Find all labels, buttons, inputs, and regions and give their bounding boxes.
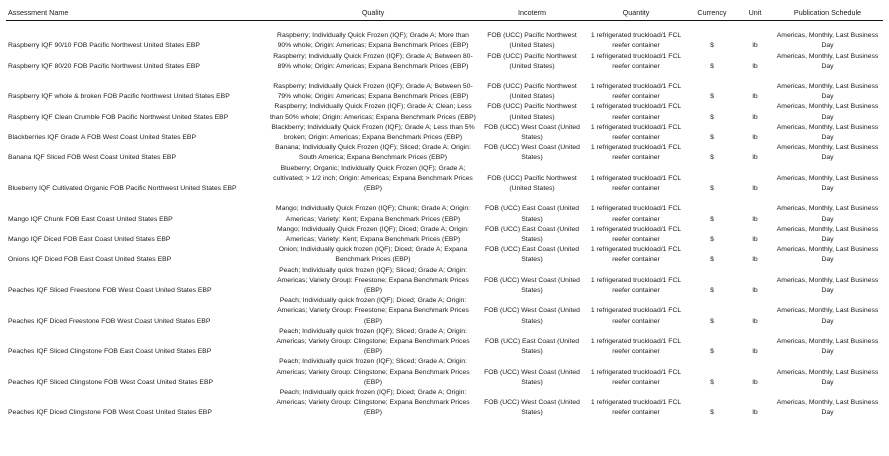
cell-unit: lb — [752, 378, 758, 386]
header-quantity: Quantity — [586, 5, 686, 21]
cell-incoterm: FOB (UCC) West Coast (United States) — [484, 307, 580, 325]
cell-assessment-name: Raspberry IQF 80/20 FOB Pacific Northwest United States EBP — [8, 62, 200, 70]
cell-quality: Raspberry; Individually Quick Frozen (IQF); Grade A; Between 80-89% whole; Origin: Americas; Expana Benchmark Prices (EBP) — [273, 52, 473, 70]
table-row — [6, 21, 883, 52]
cell-publication-schedule: Americas, Monthly, Last Business Day — [776, 276, 879, 294]
cell-assessment-name: Peaches IQF Diced Freestone FOB West Coast United States EBP — [8, 317, 211, 325]
cell-quality: Peach; Individually quick frozen (IQF); Sliced; Grade A; Origin: Americas; Variety Group: Clingstone; Expana Benchmark Prices (EBP) — [276, 327, 470, 356]
cell-assessment-name: Peaches IQF Diced Clingstone FOB West Coast United States EBP — [8, 409, 212, 417]
table-row — [6, 143, 883, 163]
cell-unit: lb — [752, 235, 758, 243]
header-assessment-name: Assessment Name — [6, 5, 268, 21]
cell-assessment-name: Raspberry IQF Clean Crumble FOB Pacific Northwest United States EBP — [8, 113, 229, 121]
cell-publication-schedule: Americas, Monthly, Last Business Day — [776, 368, 879, 386]
cell-currency: $ — [710, 42, 714, 50]
cell-unit: lb — [752, 93, 758, 101]
cell-incoterm: FOB (UCC) Pacific Northwest (United States) — [487, 174, 577, 193]
cell-quantity: 1 refrigerated truckload/1 FCL reefer container — [590, 174, 682, 193]
cell-assessment-name: Raspberry IQF whole & broken FOB Pacific Northwest United States EBP — [8, 93, 230, 101]
cell-quality: Mango; Individually Quick Frozen (IQF); Chunk; Grade A; Origin: Americas; Variety: Kent; Expana Benchmark Prices (EBP) — [275, 205, 471, 223]
cell-incoterm: FOB (UCC) Pacific Northwest (United States) — [487, 32, 577, 50]
cell-assessment-name: Blueberry IQF Cultivated Organic FOB Pacific Northwest United States EBP — [8, 185, 237, 193]
cell-unit: lb — [752, 348, 758, 356]
header-quality: Quality — [268, 5, 478, 21]
cell-currency: $ — [710, 113, 714, 121]
cell-currency: $ — [710, 378, 714, 386]
cell-quantity: 1 refrigerated truckload/1 FCL reefer container — [590, 337, 682, 356]
cell-quantity: 1 refrigerated truckload/1 FCL reefer container — [590, 32, 682, 50]
cell-currency: $ — [710, 348, 714, 356]
cell-quantity: 1 refrigerated truckload/1 FCL reefer container — [590, 368, 682, 386]
header-unit: Unit — [738, 5, 772, 21]
table-row — [6, 266, 883, 297]
table-row — [6, 52, 883, 72]
cell-publication-schedule: Americas, Monthly, Last Business Day — [776, 307, 879, 325]
cell-quality: Raspberry; Individually Quick Frozen (IQF); Grade A; Clean; Less than 50% whole; Origin: Americas; Expana Benchmark Prices (EBP) — [270, 103, 476, 121]
cell-currency: $ — [710, 286, 714, 294]
cell-incoterm: FOB (UCC) West Coast (United States) — [484, 123, 580, 142]
cell-assessment-name: Peaches IQF Sliced Clingstone FOB East Coast United States EBP — [8, 348, 212, 356]
cell-incoterm: FOB (UCC) East Coast (United States) — [484, 225, 580, 243]
cell-currency: $ — [710, 235, 714, 243]
cell-unit: lb — [752, 134, 758, 142]
cell-quantity: 1 refrigerated truckload/1 FCL reefer container — [590, 83, 682, 101]
cell-assessment-name: Raspberry IQF 90/10 FOB Pacific Northwest United States EBP — [8, 42, 200, 50]
cell-incoterm: FOB (UCC) Pacific Northwest (United States) — [487, 52, 577, 70]
cell-quality: Peach; Individually quick frozen (IQF); Sliced; Grade A; Origin: Americas; Variety Group: Freestone; Expana Benchmark Prices (EBP) — [277, 266, 469, 294]
cell-assessment-name: Peaches IQF Sliced Freestone FOB West Coast United States EBP — [8, 286, 212, 294]
cell-quality: Mango; Individually Quick Frozen (IQF); Diced; Grade A; Origin: Americas; Variety: Kent; Expana Benchmark Prices (EBP) — [277, 225, 469, 243]
cell-currency: $ — [710, 317, 714, 325]
cell-unit: lb — [752, 154, 758, 162]
cell-publication-schedule: Americas, Monthly, Last Business Day — [776, 123, 879, 142]
table-row — [6, 245, 883, 265]
header-currency: Currency — [686, 5, 738, 21]
cell-quantity: 1 refrigerated truckload/1 FCL reefer container — [590, 123, 682, 142]
header-incoterm: Incoterm — [478, 5, 586, 21]
cell-incoterm: FOB (UCC) West Coast (United States) — [484, 144, 580, 162]
cell-publication-schedule: Americas, Monthly, Last Business Day — [776, 144, 879, 162]
cell-unit: lb — [752, 42, 758, 50]
cell-unit: lb — [752, 256, 758, 264]
cell-assessment-name: Blackberries IQF Grade A FOB West Coast United States EBP — [8, 134, 196, 142]
cell-publication-schedule: Americas, Monthly, Last Business Day — [776, 205, 879, 223]
table-row — [6, 164, 883, 195]
cell-unit: lb — [752, 113, 758, 121]
cell-quality: Blackberry; Individually Quick Frozen (IQF); Grade A; Less than 5% broken; Origin: Americas; Expana Benchmark Prices (EBP) — [271, 123, 475, 142]
cell-unit: lb — [752, 62, 758, 70]
cell-quantity: 1 refrigerated truckload/1 FCL reefer container — [590, 144, 682, 162]
cell-quality: Onion; Individually quick frozen (IQF); Diced; Grade A; Expana Benchmark Prices (EBP) — [278, 246, 468, 264]
cell-assessment-name: Mango IQF Chunk FOB East Coast United States EBP — [8, 215, 173, 223]
cell-publication-schedule: Americas, Monthly, Last Business Day — [776, 399, 879, 417]
cell-assessment-name: Mango IQF Diced FOB East Coast United States EBP — [8, 235, 171, 243]
header-publication-schedule: Publication Schedule — [772, 5, 883, 21]
cell-currency: $ — [710, 409, 714, 417]
cell-quantity: 1 refrigerated truckload/1 FCL reefer container — [590, 246, 682, 264]
cell-currency: $ — [710, 256, 714, 264]
cell-publication-schedule: Americas, Monthly, Last Business Day — [776, 83, 879, 101]
cell-quality: Banana; Individually Quick Frozen (IQF); Sliced; Grade A; Origin: South America; Expana Benchmark Prices (EBP) — [275, 144, 471, 162]
table-row — [6, 225, 883, 245]
cell-incoterm: FOB (UCC) West Coast (United States) — [484, 368, 580, 386]
cell-currency: $ — [710, 134, 714, 142]
cell-quality: Peach; Individually quick frozen (IQF); Sliced; Grade A; Origin: Americas; Variety Group: Clingstone; Expana Benchmark Prices (EBP) — [276, 358, 470, 386]
cell-currency: $ — [710, 93, 714, 101]
cell-assessment-name: Banana IQF Sliced FOB West Coast United States EBP — [8, 154, 176, 162]
cell-incoterm: FOB (UCC) East Coast (United States) — [484, 246, 580, 264]
table-row — [6, 296, 883, 327]
cell-publication-schedule: Americas, Monthly, Last Business Day — [776, 103, 879, 121]
assessment-table — [6, 5, 883, 419]
cell-currency: $ — [710, 185, 714, 193]
cell-publication-schedule: Americas, Monthly, Last Business Day — [776, 174, 879, 193]
table-row — [6, 72, 883, 103]
cell-assessment-name: Onions IQF Diced FOB East Coast United States EBP — [8, 256, 172, 264]
cell-quality: Peach; Individually quick frozen (IQF); Diced; Grade A; Origin: Americas; Variety Group: Freestone; Expana Benchmark Prices (EBP) — [277, 297, 469, 325]
cell-unit: lb — [752, 215, 758, 223]
cell-publication-schedule: Americas, Monthly, Last Business Day — [776, 246, 879, 264]
cell-quantity: 1 refrigerated truckload/1 FCL reefer container — [590, 205, 682, 223]
table-row — [6, 123, 883, 143]
cell-quality: Peach; Individually quick frozen (IQF); Diced; Grade A; Origin: Americas; Variety Group: Clingstone; Expana Benchmark Prices (EBP) — [276, 388, 470, 417]
cell-incoterm: FOB (UCC) West Coast (United States) — [484, 399, 580, 417]
cell-unit: lb — [752, 317, 758, 325]
table-row — [6, 102, 883, 122]
table-row — [6, 327, 883, 358]
cell-quality: Raspberry; Individually Quick Frozen (IQF); Grade A; More than 90% whole; Origin: Americas; Expana Benchmark Prices (EBP) — [277, 32, 469, 50]
cell-quality: Blueberry; Organic; Individually Quick Frozen (IQF); Grade A; cultivated; > 1/2 inch; Origin: Americas; Expana Benchmark Prices (EBP) — [273, 164, 473, 193]
cell-currency: $ — [710, 215, 714, 223]
cell-assessment-name: Peaches IQF Sliced Clingstone FOB West Coast United States EBP — [8, 378, 214, 386]
cell-quantity: 1 refrigerated truckload/1 FCL reefer container — [590, 103, 682, 121]
cell-quantity: 1 refrigerated truckload/1 FCL reefer container — [590, 276, 682, 294]
cell-incoterm: FOB (UCC) Pacific Northwest (United States) — [487, 103, 577, 121]
table-row — [6, 357, 883, 388]
cell-currency: $ — [710, 62, 714, 70]
cell-incoterm: FOB (UCC) East Coast (United States) — [484, 337, 580, 356]
cell-publication-schedule: Americas, Monthly, Last Business Day — [776, 337, 879, 356]
cell-incoterm: FOB (UCC) West Coast (United States) — [484, 276, 580, 294]
table-header-row — [6, 5, 883, 21]
cell-incoterm: FOB (UCC) East Coast (United States) — [484, 205, 580, 223]
table-row — [6, 194, 883, 225]
cell-currency: $ — [710, 154, 714, 162]
cell-quality: Raspberry; Individually Quick Frozen (IQF); Grade A; Between 50-79% whole; Origin: Americas; Expana Benchmark Prices (EBP) — [273, 83, 473, 101]
cell-incoterm: FOB (UCC) Pacific Northwest (United States) — [487, 83, 577, 101]
cell-publication-schedule: Americas, Monthly, Last Business Day — [776, 32, 879, 50]
cell-unit: lb — [752, 409, 758, 417]
cell-publication-schedule: Americas, Monthly, Last Business Day — [776, 52, 879, 70]
table-row — [6, 388, 883, 419]
cell-quantity: 1 refrigerated truckload/1 FCL reefer container — [590, 225, 682, 243]
cell-quantity: 1 refrigerated truckload/1 FCL reefer container — [590, 307, 682, 325]
cell-quantity: 1 refrigerated truckload/1 FCL reefer container — [590, 52, 682, 70]
cell-publication-schedule: Americas, Monthly, Last Business Day — [776, 225, 879, 243]
cell-unit: lb — [752, 185, 758, 193]
cell-quantity: 1 refrigerated truckload/1 FCL reefer container — [590, 399, 682, 417]
cell-unit: lb — [752, 286, 758, 294]
